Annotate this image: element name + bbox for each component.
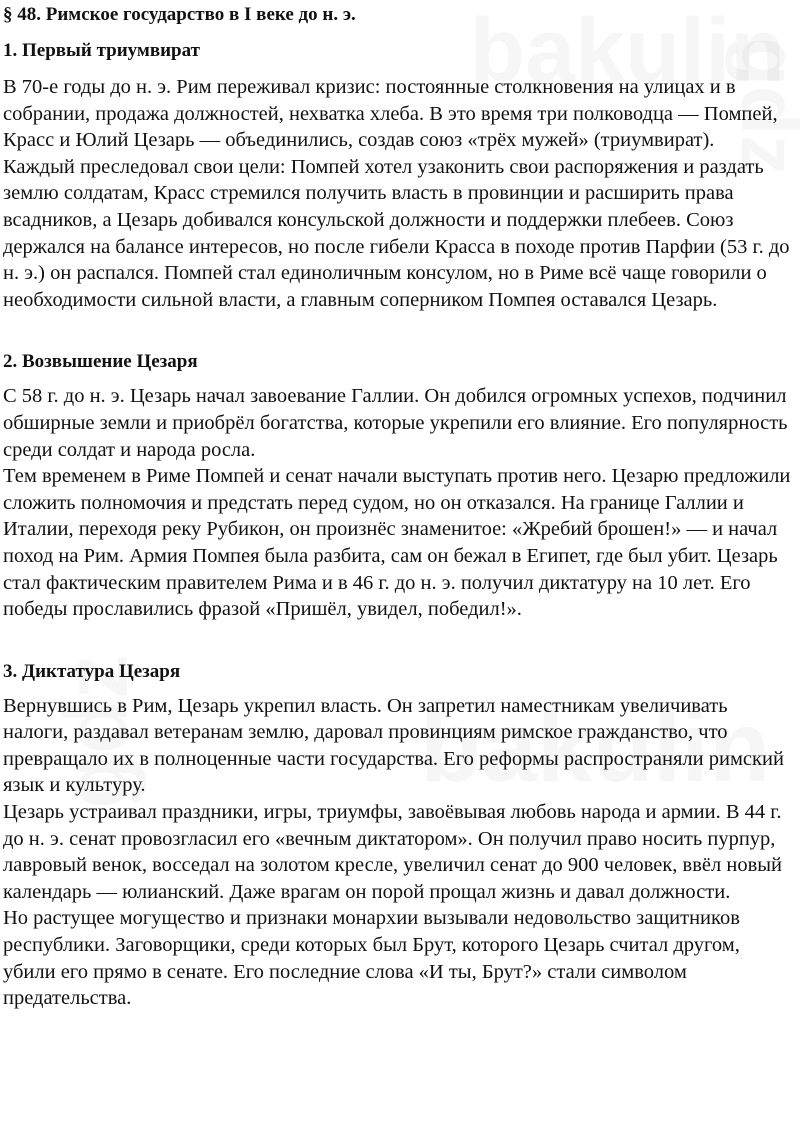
- section-heading: 1. Первый триумвират: [3, 40, 200, 61]
- section-dictatorship: [3, 659, 794, 1012]
- paragraph: Цезарь устраивал праздники, игры, триумфы, завоёвывая любовь народа и армии. В 44 г. до н. э. сенат провозгласил его «вечным диктатором». Он получил право носить пурпур, лавровый венок, восседал на золотом кресле, увеличил сенат до 900 человек, ввёл новый календарь — юлианский. Даже врагам он порой прощал жизнь и давал должности.: [3, 801, 782, 903]
- section-first-triumvirate: [3, 38, 794, 313]
- paragraph: Каждый преследовал свои цели: Помпей хотел узаконить свои распоряжения и раздать землю солдатам, Красс стремился получить власть в провинции и расширить права всадников, а Цезарь добивался консульской должности и поддержки плебеев. Союз держался на балансе интересов, но после гибели Красса в походе против Парфии (53 г. до н. э.) он распался. Помпей стал единоличным консулом, но в Риме всё чаще говорили о необходимости сильной власти, а главным соперником Помпея оставался Цезарь.: [3, 155, 790, 311]
- section-heading: 2. Возвышение Цезаря: [3, 351, 198, 373]
- paragraph: В 70-е годы до н. э. Рим переживал кризис: постоянные столкновения на улицах и в собрании, продажа должностей, нехватка хлеба. В это время три полководца — Помпей, Красс и Юлий Цезарь — объединились, создав союз «трёх мужей» (триумвират).: [3, 76, 778, 152]
- page-title: § 48. Римское государство в I веке до н. э.: [3, 4, 356, 25]
- section-rise-of-caesar: [3, 349, 794, 622]
- paragraph: Но растущее могущество и признаки монархии вызывали недовольство защитников республики. Заговорщики, среди которых был Брут, которого Цезарь считал другом, убили его прямо в сенате. Его последние слова «И ты, Брут?» стали символом предательства.: [3, 907, 740, 1010]
- paragraph: С 58 г. до н. э. Цезарь начал завоевание Галлии. Он добился огромных успехов, подчинил обширные земли и приобрёл богатства, которые укрепили его влияние. Его популярность среди солдат и народа росла.: [3, 385, 788, 461]
- paragraph: Тем временем в Риме Помпей и сенат начали выступать против него. Цезарю предложили сложить полномочия и предстать перед судом, но он отказался. На границе Галлии и Италии, переходя реку Рубикон, он произнёс знаменитое: «Жребий брошен!» — и начал поход на Рим. Армия Помпея была разбита, сам он бежал в Египет, где был убит. Цезарь стал фактическим правителем Рима и в 46 г. до н. э. получил диктатуру на 10 лет. Его победы прославились фразой «Пришёл, увидел, победил!».: [3, 465, 791, 621]
- paragraph: Вернувшись в Рим, Цезарь укрепил власть. Он запретил наместникам увеличивать налоги, раздавал ветеранам землю, даровал провинциям римское гражданство, что превращало их в полноценные части государства. Его реформы распространяли римский язык и культуру.: [3, 694, 784, 797]
- section-heading: 3. Диктатура Цезаря: [3, 660, 181, 682]
